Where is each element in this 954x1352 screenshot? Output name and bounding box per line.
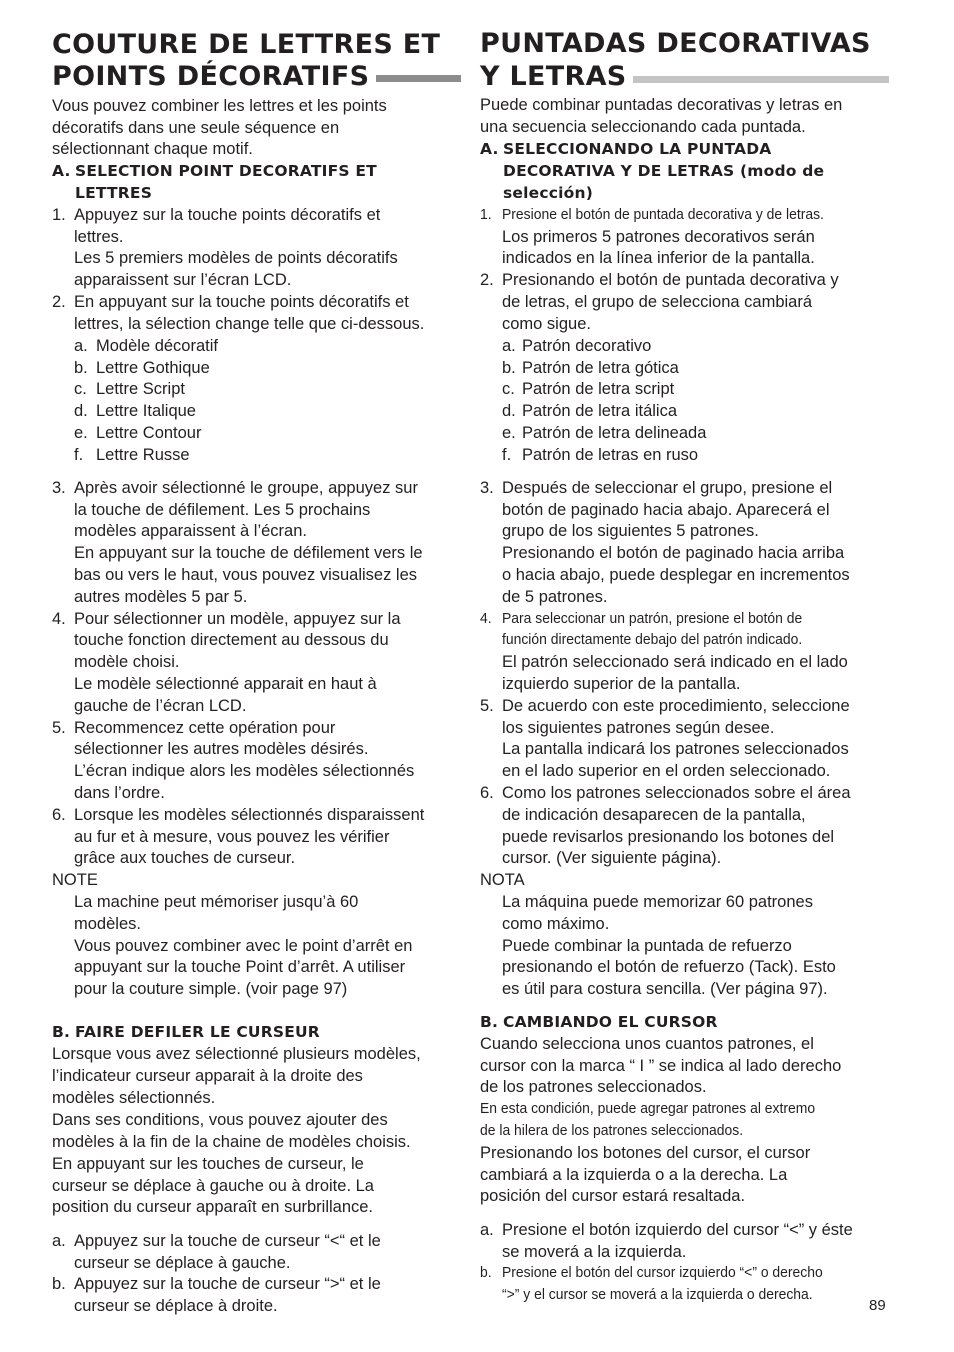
section-b-title: FAIRE DEFILER LE CURSEUR	[75, 1023, 320, 1041]
list-text: de letras, el grupo de selecciona cambiará	[502, 293, 813, 311]
page-number: 89	[869, 1297, 886, 1314]
spanish-title-line-2: Y LETRAS	[480, 61, 627, 92]
list-number: 6.	[52, 806, 66, 824]
list-text: bas ou vers le haut, vous pouvez visualisez les	[74, 566, 418, 584]
sub-marker: f.	[502, 446, 512, 464]
section-a-title: SELECCIONANDO LA PUNTADA	[503, 140, 772, 158]
section-b-title: CAMBIANDO EL CURSOR	[503, 1013, 718, 1031]
french-title-line-1: COUTURE DE LETTRES ET	[52, 29, 441, 60]
list-text: L’écran indique alors les modèles sélectionnés	[74, 762, 415, 780]
list-text: Para seleccionar un patrón, presione el botón de	[502, 611, 803, 627]
body-text: posición del cursor estará resaltada.	[480, 1187, 746, 1205]
title-rule	[376, 75, 461, 82]
list-text: como sigue.	[502, 315, 591, 333]
list-text: grâce aux touches de curseur.	[74, 849, 296, 867]
list-text: función directamente debajo del patrón indicado.	[502, 632, 803, 648]
section-a-title: selección)	[503, 184, 594, 202]
body-text: Lorsque vous avez sélectionné plusieurs modèles,	[52, 1045, 421, 1063]
list-text: De acuerdo con este procedimiento, seleccione	[502, 697, 850, 715]
sub-marker: c.	[502, 380, 515, 398]
list-text: Après avoir sélectionné le groupe, appuyez sur	[74, 479, 418, 497]
list-text: Les 5 premiers modèles de points décoratifs	[74, 249, 398, 267]
list-number: b.	[52, 1275, 66, 1293]
list-number: 2.	[480, 271, 494, 289]
spanish-title-line-1: PUNTADAS DECORATIVAS	[480, 28, 871, 59]
body-text: cursor con la marca “ I ” se indica al lado derecho	[480, 1057, 842, 1075]
body-text: position du curseur apparaît en surbrillance.	[52, 1198, 374, 1216]
list-number: 2.	[52, 293, 66, 311]
intro-line: sélectionnant chaque motif.	[52, 140, 253, 158]
body-text: de la hilera de los patrones seleccionados.	[480, 1123, 744, 1139]
note-text: presionando el botón de refuerzo (Tack). Esto	[502, 958, 836, 976]
section-marker: B.	[480, 1013, 499, 1031]
sub-item: Patrón de letra itálica	[522, 402, 678, 420]
list-text: gauche de l’écran LCD.	[74, 697, 247, 715]
list-text: la touche de défilement. Les 5 prochains	[74, 501, 371, 519]
list-text: cursor. (Ver siguiente página).	[502, 849, 722, 867]
section-marker: A.	[480, 140, 499, 158]
list-text: los siguientes patrones según desee.	[502, 719, 775, 737]
sub-marker: d.	[502, 402, 516, 420]
list-text: Appuyez sur la touche de curseur “<“ et le	[74, 1232, 381, 1250]
list-number: 5.	[480, 697, 494, 715]
list-text: puede revisarlos presionando los botones del	[502, 828, 835, 846]
french-title-line-2: POINTS DÉCORATIFS	[52, 61, 370, 92]
sub-marker: e.	[74, 424, 88, 442]
sub-marker: a.	[502, 337, 516, 355]
note-label: NOTA	[480, 871, 525, 889]
list-number: 1.	[480, 207, 492, 223]
sub-marker: f.	[74, 446, 84, 464]
title-rule	[633, 76, 889, 83]
list-text: “>” y el cursor se moverá a la izquierda o derecha.	[502, 1287, 813, 1303]
list-text: botón de paginado hacia abajo. Aparecerá el	[502, 501, 830, 519]
list-text: dans l’ordre.	[74, 784, 165, 802]
body-text: Presionando los botones del cursor, el cursor	[480, 1144, 811, 1162]
list-text: touche fonction directement au dessous du	[74, 631, 389, 649]
list-text: Presione el botón del cursor izquierdo “<” o derecho	[502, 1265, 823, 1281]
body-text: l’indicateur curseur apparait à la droite des	[52, 1067, 363, 1085]
section-a-title: DECORATIVA Y DE LETRAS (modo de	[503, 162, 825, 180]
list-text: en el lado superior en el orden seleccionado.	[502, 762, 831, 780]
list-text: lettres, la sélection change telle que ci-dessous.	[74, 315, 425, 333]
list-text: grupo de los siguientes 5 patrones.	[502, 522, 759, 540]
list-text: El patrón seleccionado será indicado en el lado	[502, 653, 848, 671]
section-a-title: SELECTION POINT DECORATIFS ET	[75, 162, 377, 180]
sub-marker: a.	[74, 337, 88, 355]
list-text: Presione el botón izquierdo del cursor “<” y éste	[502, 1221, 853, 1239]
body-text: En esta condición, puede agregar patrones al extremo	[480, 1101, 816, 1117]
note-text: Puede combinar la puntada de refuerzo	[502, 937, 792, 955]
list-text: Presionando el botón de puntada decorativa y	[502, 271, 839, 289]
list-text: apparaissent sur l’écran LCD.	[74, 271, 292, 289]
list-text: En appuyant sur la touche points décoratifs et	[74, 293, 409, 311]
list-text: Recommencez cette opération pour	[74, 719, 336, 737]
body-text: Cuando selecciona unos cuantos patrones, el	[480, 1035, 814, 1053]
body-text: cambiará a la izquierda o a la derecha. La	[480, 1166, 788, 1184]
list-text: Lorsque les modèles sélectionnés disparaissent	[74, 806, 425, 824]
list-text: En appuyant sur la touche de défilement vers le	[74, 544, 423, 562]
section-a-title: LETTRES	[75, 184, 153, 202]
body-text: curseur se déplace à gauche ou à droite. La	[52, 1177, 374, 1195]
sub-item: Lettre Gothique	[96, 359, 210, 377]
note-text: modèles.	[74, 915, 141, 933]
list-text: Le modèle sélectionné apparait en haut à	[74, 675, 377, 693]
sub-item: Lettre Script	[96, 380, 185, 398]
intro-line: Puede combinar puntadas decorativas y letras en	[480, 96, 843, 114]
list-number: 3.	[52, 479, 66, 497]
note-label: NOTE	[52, 871, 98, 889]
list-text: La pantalla indicará los patrones seleccionados	[502, 740, 849, 758]
intro-line: Vous pouvez combiner les lettres et les points	[52, 97, 387, 115]
body-text: de los patrones seleccionados.	[480, 1078, 707, 1096]
note-text: pour la couture simple. (voir page 97)	[74, 980, 348, 998]
body-text: Dans ses conditions, vous pouvez ajouter des	[52, 1111, 388, 1129]
sub-item: Patrón de letra script	[522, 380, 675, 398]
sub-item: Lettre Italique	[96, 402, 196, 420]
sub-marker: c.	[74, 380, 87, 398]
list-text: Como los patrones seleccionados sobre el área	[502, 784, 851, 802]
list-number: b.	[480, 1265, 492, 1281]
body-text: modèles à la fin de la chaine de modèles choisis.	[52, 1133, 411, 1151]
list-text: Appuyez sur la touche de curseur “>“ et le	[74, 1275, 381, 1293]
sub-item: Patrón de letra delineada	[522, 424, 707, 442]
list-text: Presione el botón de puntada decorativa y de letras.	[502, 207, 824, 223]
body-text: En appuyant sur les touches de curseur, le	[52, 1155, 364, 1173]
list-number: a.	[480, 1221, 494, 1239]
list-number: a.	[52, 1232, 66, 1250]
sub-marker: d.	[74, 402, 88, 420]
list-text: se moverá a la izquierda.	[502, 1243, 687, 1261]
body-text: modèles sélectionnés.	[52, 1089, 216, 1107]
list-text: Los primeros 5 patrones decorativos serán	[502, 228, 815, 246]
list-number: 5.	[52, 719, 66, 737]
sub-item: Lettre Russe	[96, 446, 190, 464]
sub-item: Patrón de letras en ruso	[522, 446, 699, 464]
note-text: La machine peut mémoriser jusqu’à 60	[74, 893, 359, 911]
list-number: 1.	[52, 206, 66, 224]
list-text: curseur se déplace à droite.	[74, 1297, 278, 1315]
list-number: 3.	[480, 479, 494, 497]
list-text: autres modèles 5 par 5.	[74, 588, 248, 606]
list-text: Después de seleccionar el grupo, presione el	[502, 479, 833, 497]
sub-item: Patrón de letra gótica	[522, 359, 679, 377]
intro-line: décoratifs dans une seule séquence en	[52, 119, 340, 137]
list-text: Appuyez sur la touche points décoratifs et	[74, 206, 381, 224]
list-number: 6.	[480, 784, 494, 802]
note-text: Vous pouvez combiner avec le point d’arrêt en	[74, 937, 413, 955]
list-text: de indicación desaparecen de la pantalla,	[502, 806, 806, 824]
list-text: o hacia abajo, puede desplegar en incrementos	[502, 566, 850, 584]
note-text: como máximo.	[502, 915, 610, 933]
sub-item: Patrón decorativo	[522, 337, 652, 355]
list-text: izquierdo superior de la pantalla.	[502, 675, 741, 693]
list-text: lettres.	[74, 228, 124, 246]
list-text: Presionando el botón de paginado hacia arriba	[502, 544, 845, 562]
sub-item: Lettre Contour	[96, 424, 202, 442]
section-marker: A.	[52, 162, 71, 180]
list-text: sélectionner les autres modèles désirés.	[74, 740, 369, 758]
list-number: 4.	[480, 611, 492, 627]
note-text: appuyant sur la touche Point d’arrêt. A utiliser	[74, 958, 406, 976]
list-text: curseur se déplace à gauche.	[74, 1254, 291, 1272]
note-text: es útil para costura sencilla. (Ver página 97).	[502, 980, 828, 998]
list-text: Pour sélectionner un modèle, appuyez sur la	[74, 610, 401, 628]
list-text: de 5 patrones.	[502, 588, 608, 606]
list-text: modèles apparaissent à l’écran.	[74, 522, 307, 540]
sub-item: Modèle décoratif	[96, 337, 218, 355]
list-number: 4.	[52, 610, 66, 628]
list-text: indicados en la línea inferior de la pantalla.	[502, 249, 815, 267]
note-text: La máquina puede memorizar 60 patrones	[502, 893, 813, 911]
section-marker: B.	[52, 1023, 71, 1041]
intro-line: una secuencia seleccionando cada puntada.	[480, 118, 806, 136]
list-text: au fur et à mesure, vous pouvez les vérifier	[74, 828, 390, 846]
sub-marker: b.	[502, 359, 516, 377]
list-text: modèle choisi.	[74, 653, 180, 671]
sub-marker: e.	[502, 424, 516, 442]
sub-marker: b.	[74, 359, 88, 377]
